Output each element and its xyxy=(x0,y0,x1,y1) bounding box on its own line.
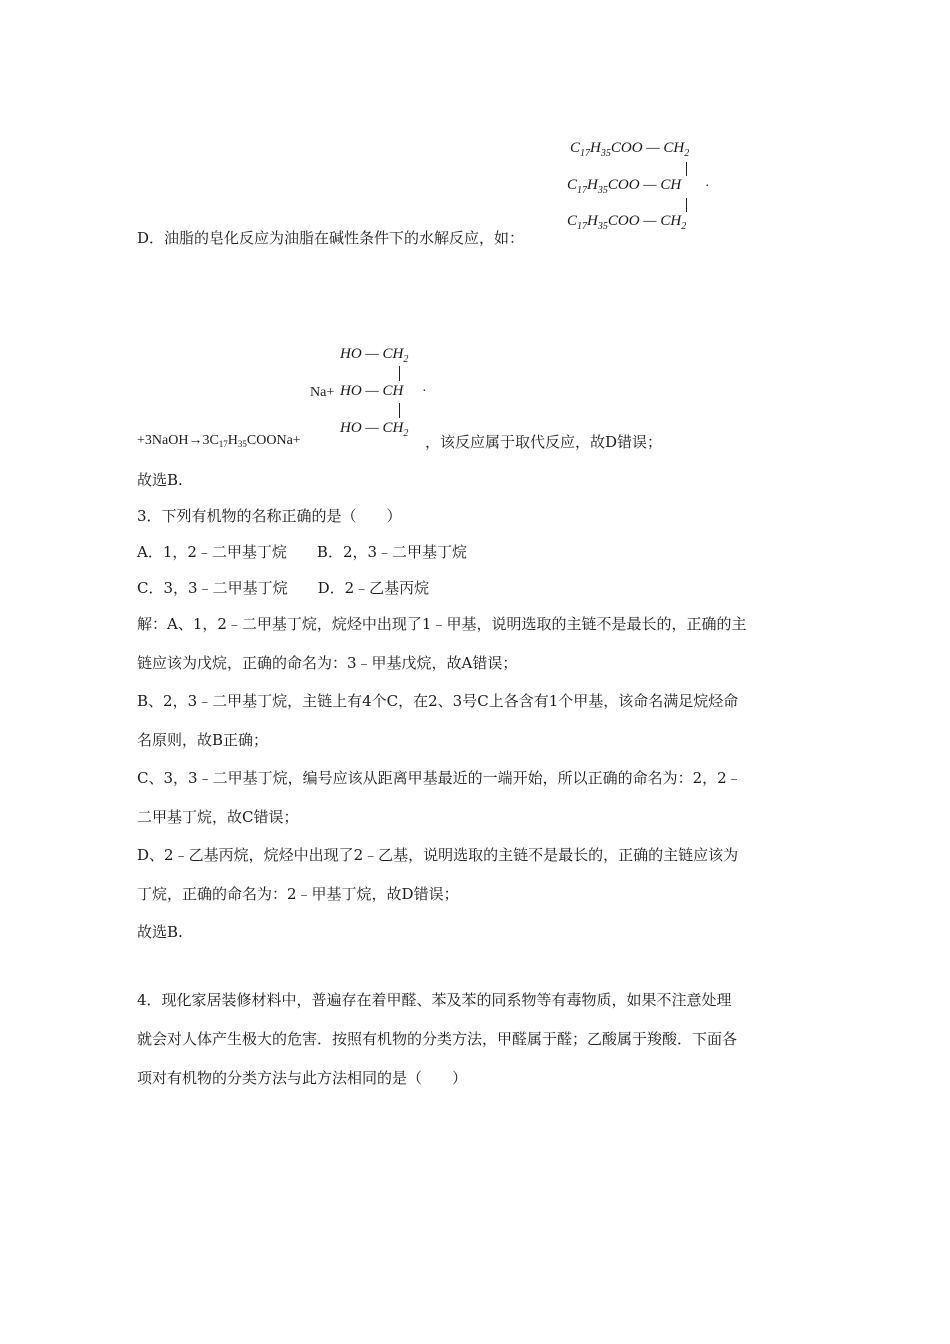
q3-answer: 故选B. xyxy=(137,923,183,941)
bond-line xyxy=(399,403,400,418)
q4-question-line: 就会对人体产生极大的危害．按照有机物的分类方法，甲醛属于醛；乙酸属于羧酸．下面各 xyxy=(137,1030,738,1048)
q4-question-line: 项对有机物的分类方法与此方法相同的是（ ） xyxy=(137,1069,468,1087)
bond-line xyxy=(399,366,400,381)
tristearin-row-3: $C_{17}H_{35}COO$ — $CH_2$ xyxy=(567,213,687,232)
q3-solution-line: C、3，3﹣二甲基丁烷，编号应该从距离甲基最近的一端开始，所以正确的命名为：2，2﹣ xyxy=(137,769,742,787)
q3-question: 3．下列有机物的名称正确的是（ ） xyxy=(137,507,402,525)
q3-solution-line: B、2，3﹣二甲基丁烷，主链上有4个C，在2、3号C上各含有1个甲基，该命名满足烷烃命 xyxy=(137,692,739,710)
bond-line xyxy=(686,198,687,212)
option-d-text: D．油脂的皂化反应为油脂在碱性条件下的水解反应，如： xyxy=(137,229,525,247)
na-plus: Na+ xyxy=(310,385,335,400)
tristearin-row-1: $C_{17}H_{35}COO$ — $CH_2$ xyxy=(570,140,690,159)
glycerol-row-1: HO — $CH_2$ xyxy=(340,346,409,365)
trailing-dot: · xyxy=(705,179,710,194)
tristearin-row-2: $C_{17}H_{35}COO$ — CH xyxy=(567,177,682,196)
q3-solution-line: 二甲基丁烷，故C错误； xyxy=(137,808,299,826)
q4-question-line: 4．现化家居装修材料中，普遍存在着甲醛、苯及苯的同系物等有毒物质，如果不注意处理 xyxy=(137,991,732,1009)
q3-solution-line: D、2﹣乙基丙烷，烷烃中出现了2﹣乙基，说明选取的主链不是最长的，正确的主链应该为 xyxy=(137,846,739,864)
bond-line xyxy=(686,162,687,176)
reaction-conclusion: ，该反应属于取代反应，故D错误； xyxy=(425,433,663,451)
q3-solution-line: 解：A、1，2﹣二甲基丁烷，烷烃中出现了1﹣甲基，说明选取的主链不是最长的，正确的主 xyxy=(137,615,747,633)
q3-solution-line: 名原则，故B正确； xyxy=(137,731,269,749)
answer-q2: 故选B. xyxy=(137,471,183,489)
saponification-equation: $+3NaOH\to 3C_{17}H_{35}COONa+$ xyxy=(137,433,301,449)
q3-solution-line: 丁烷，正确的命名为：2﹣甲基丁烷，故D错误； xyxy=(137,885,459,903)
glycerol-row-3: HO — $CH_2$ xyxy=(340,420,409,439)
q3-solution-line: 链应该为戊烷，正确的命名为：3﹣甲基戊烷，故A错误； xyxy=(137,654,518,672)
trailing-dot: · xyxy=(422,384,427,399)
q3-options-cd: C．3，3﹣二甲基丁烷 D．2﹣乙基丙烷 xyxy=(137,579,430,597)
glycerol-row-2: HO — CH xyxy=(340,383,404,399)
q3-options-ab: A．1，2﹣二甲基丁烷 B．2，3﹣二甲基丁烷 xyxy=(137,543,468,561)
